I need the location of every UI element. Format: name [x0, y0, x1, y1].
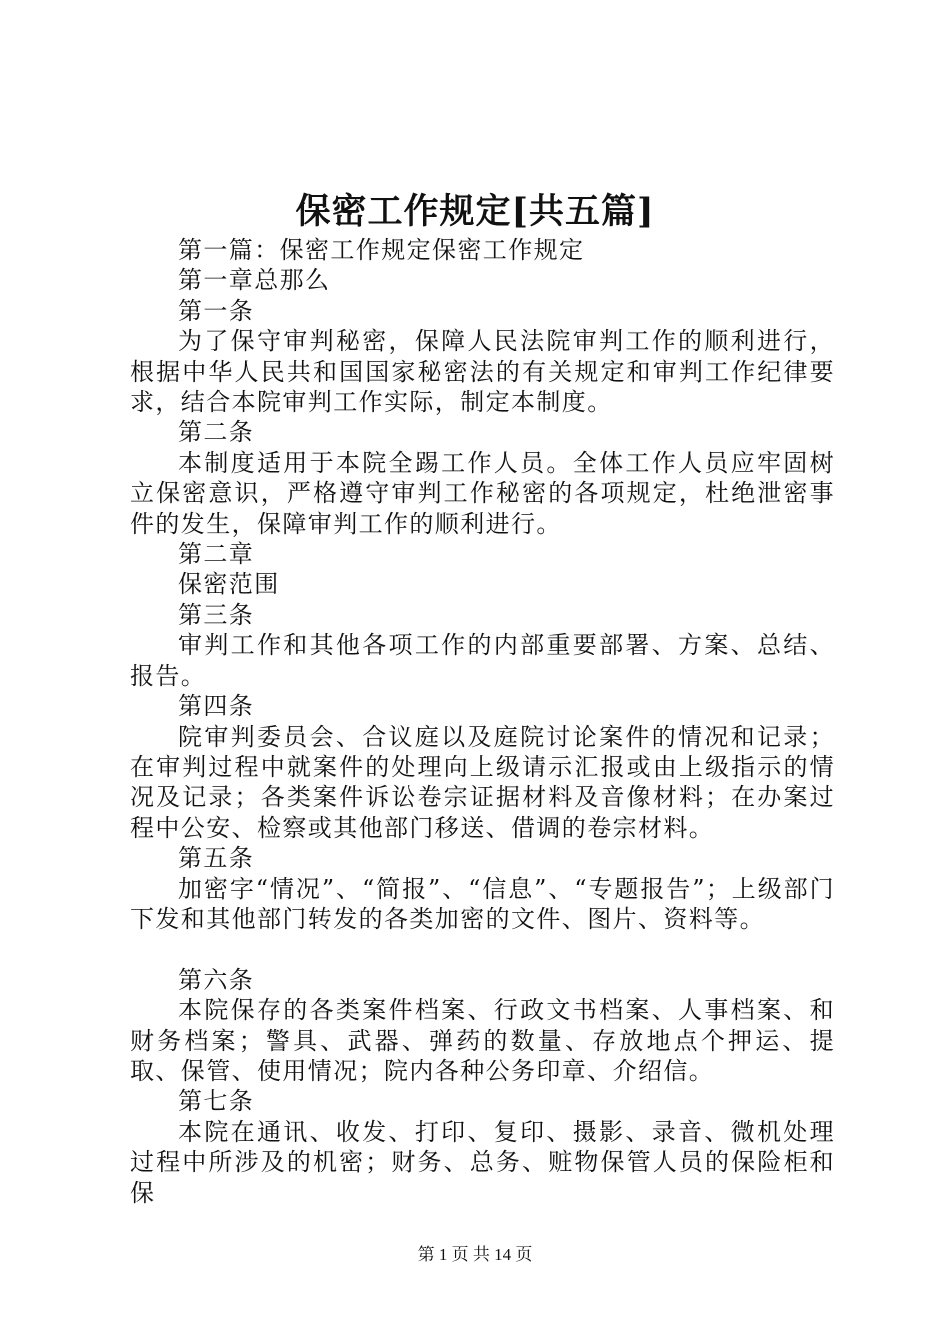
article-heading: 第七条 [178, 1087, 255, 1116]
document-title: 保密工作规定[共五篇] [295, 191, 655, 232]
paragraph: 院审判委员会、合议庭以及庭院讨论案件的情况和记录；在审判过程中就案件的处理向上级请示汇报或由上级指示的情况及记录；各类案件诉讼卷宗证据材料及音像材料；在办案过程中公安、检察或其他部门移送、借调的卷宗材料。 [130, 722, 835, 842]
article-heading: 第一条 [178, 296, 255, 325]
chapter-heading: 第一章总那么 [178, 266, 331, 295]
article-heading: 第五条 [178, 844, 255, 873]
paragraph: 加密字“情况”、“简报”、“信息”、“专题报告”；上级部门下发和其他部门转发的各类加密的文件、图片、资料等。 [130, 874, 835, 933]
article-heading: 第三条 [178, 600, 255, 629]
article-heading: 第六条 [178, 965, 255, 994]
paragraph: 为了保守审判秘密，保障人民法院审判工作的顺利进行，根据中华人民共和国国家秘密法的有关规定和审判工作纪律要求，结合本院审判工作实际，制定本制度。 [130, 327, 835, 417]
paragraph: 审判工作和其他各项工作的内部重要部署、方案、总结、报告。 [130, 631, 835, 690]
article-heading: 第二条 [178, 418, 255, 447]
paragraph: 本院在通讯、收发、打印、复印、摄影、录音、微机处理过程中所涉及的机密；财务、总务、赃物保管人员的保险柜和保 [130, 1117, 835, 1207]
paragraph: 本院保存的各类案件档案、行政文书档案、人事档案、和财务档案；警具、武器、弹药的数量、存放地点个押运、提取、保管、使用情况；院内各种公务印章、介绍信。 [130, 996, 835, 1085]
document-body [130, 235, 835, 1208]
blank-line [130, 934, 835, 964]
article-heading: 第四条 [178, 692, 255, 721]
paragraph: 第一篇：保密工作规定保密工作规定 [178, 236, 585, 264]
page-footer: 第 1 页 共 14 页 [417, 1245, 533, 1264]
chapter-heading: 第二章 [178, 540, 255, 569]
chapter-subtitle: 保密范围 [178, 570, 280, 599]
paragraph: 本制度适用于本院全踢工作人员。全体工作人员应牢固树立保密意识，严格遵守审判工作秘密的各项规定，杜绝泄密事件的发生，保障审判工作的顺利进行。 [130, 448, 835, 538]
